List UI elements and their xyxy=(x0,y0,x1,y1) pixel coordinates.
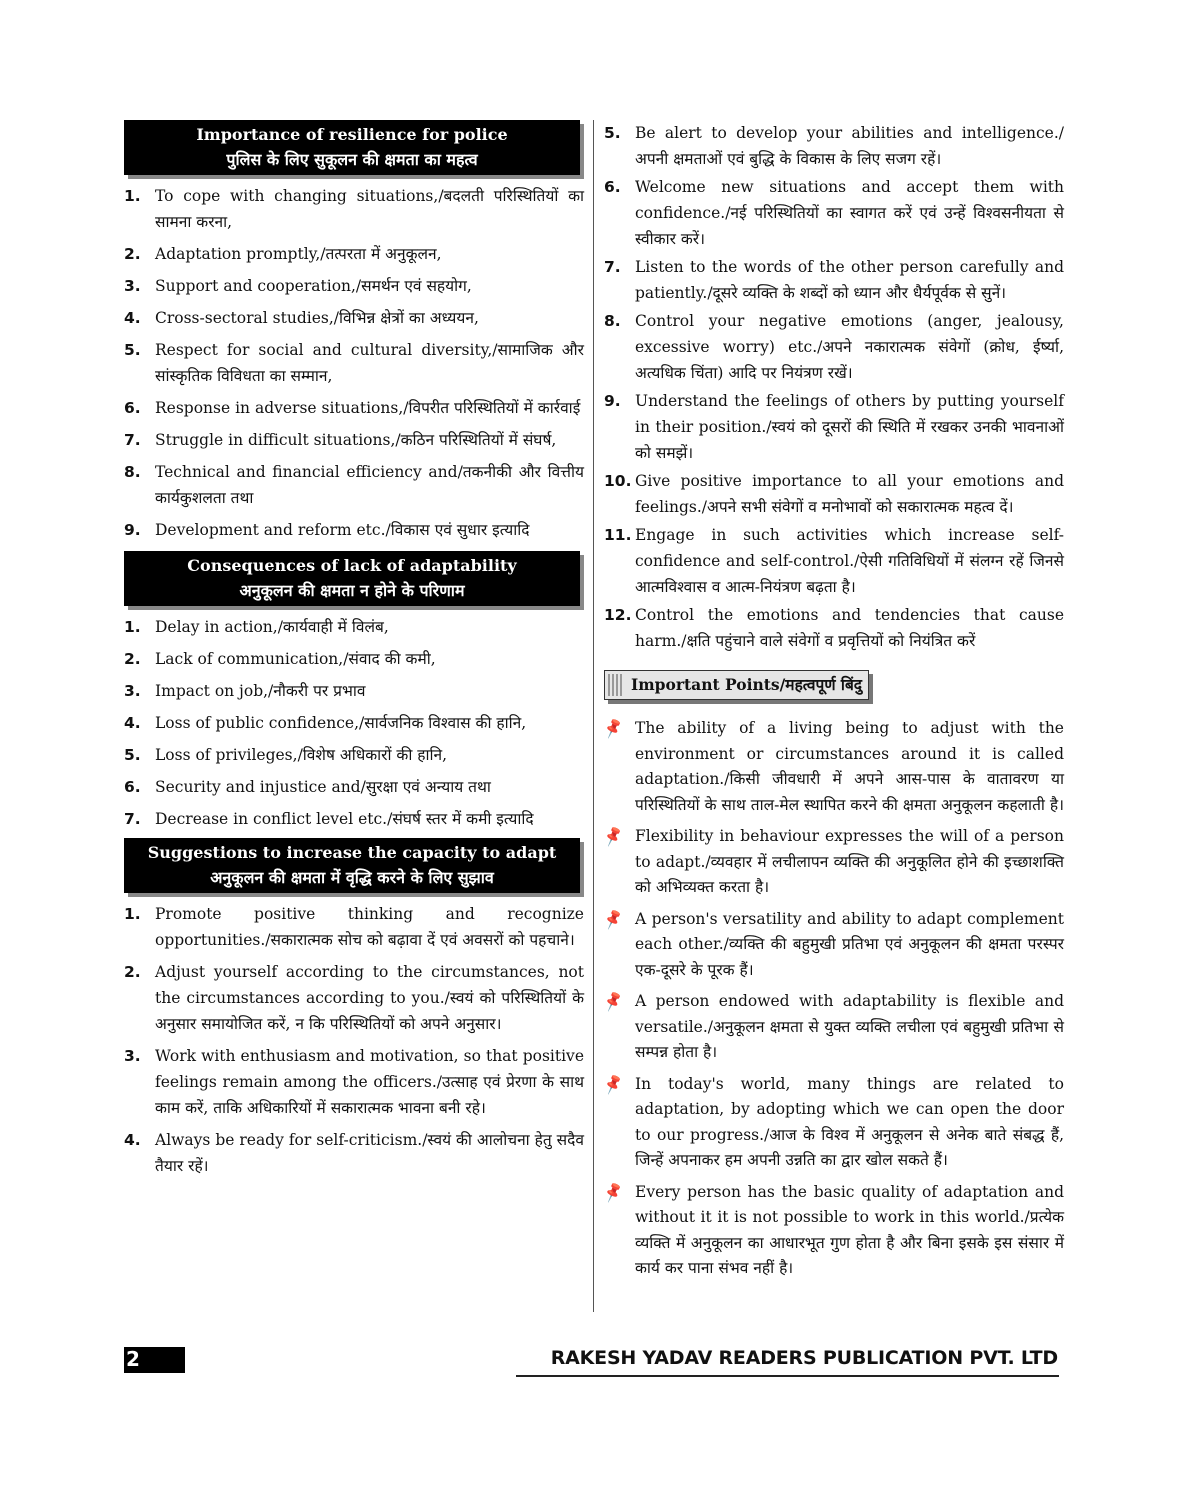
stripe-decoration xyxy=(608,674,624,696)
item-text: Loss of public confidence,/सार्वजनिक विश्वास की हानि, xyxy=(155,714,527,732)
list-item xyxy=(604,602,1064,654)
point-text: In today's world, many things are related to adaptation, by adopting which we can open the door to our progress./आज के विश्व में अनुकूलन से अनेक बाते संबद्ध हैं, जिन्हें अपनाकर हम अपनी उन्नति का द्वार खोल सकते हैं। xyxy=(635,1074,1064,1169)
resilience-list xyxy=(124,183,584,543)
item-text: Control the emotions and tendencies that cause harm./क्षति पहुंचाने वाले संवेगों व प्रवृत्तियों को नियंत्रित करें xyxy=(635,606,1064,650)
footer-rule xyxy=(516,1375,1059,1377)
pushpin-icon: 📌 xyxy=(601,906,625,931)
item-text: Support and cooperation,/समर्थन एवं सहयोग, xyxy=(155,277,472,295)
item-text: Struggle in difficult situations,/कठिन परिस्थितियों में संघर्ष, xyxy=(155,431,557,449)
section-title-en: Consequences of lack of adaptability xyxy=(187,556,517,575)
list-item xyxy=(124,710,584,736)
left-column xyxy=(124,120,584,1185)
list-item xyxy=(604,468,1064,520)
pushpin-icon: 📌 xyxy=(601,989,625,1013)
list-item xyxy=(604,522,1064,600)
item-text: Decrease in conflict level etc./संघर्ष स्तर में कमी इत्यादि xyxy=(155,810,534,828)
item-number: 7. xyxy=(124,431,141,449)
item-text: Adaptation promptly,/तत्परता में अनुकूलन, xyxy=(155,245,442,263)
section-header-suggestions xyxy=(124,838,580,893)
point-text: A person endowed with adaptability is flexible and versatile./अनुकूलन क्षमता से युक्त व्यक्ति लचीला एवं बहुमुखी प्रतिभा से सम्पन्न होता है। xyxy=(635,992,1064,1061)
item-text: Work with enthusiasm and motivation, so that positive feelings remain among the officers./उत्साह एवं प्रेरणा के साथ काम करें, ताकि अधिकारियों में सकारात्मक भावना बनी रहे। xyxy=(155,1047,584,1117)
item-text: Be alert to develop your abilities and intelligence./ अपनी क्षमताओं एवं बुद्धि के विकास के लिए सजग रहें। xyxy=(635,124,1064,168)
item-number: 3. xyxy=(124,1047,141,1065)
list-item xyxy=(124,427,584,453)
list-item xyxy=(124,517,584,543)
list-item xyxy=(124,305,584,331)
item-text: Always be ready for self-criticism./स्वयं की आलोचना हेतु सदैव तैयार रहें। xyxy=(155,1131,584,1175)
item-number: 7. xyxy=(604,258,621,276)
section-header-resilience xyxy=(124,120,580,175)
list-item xyxy=(604,388,1064,466)
item-text: Response in adverse situations,/विपरीत परिस्थितियों में कार्रवाई xyxy=(155,399,581,417)
list-item xyxy=(604,174,1064,252)
list-item xyxy=(124,183,584,235)
item-number: 11. xyxy=(604,526,632,544)
item-text: Control your negative emotions (anger, jealousy, excessive worry) etc./अपने नकारात्मक संवेगों (क्रोध, ईर्ष्या, अत्यधिक चिंता) आदि पर नियंत्रण रखें। xyxy=(635,312,1064,382)
list-item xyxy=(601,989,1064,1066)
pushpin-icon: 📌 xyxy=(601,716,625,740)
section-title-en: Importance of resilience for police xyxy=(196,125,508,144)
item-text: Impact on job,/नौकरी पर प्रभाव xyxy=(155,682,366,700)
suggestions-list xyxy=(124,901,584,1179)
item-number: 5. xyxy=(124,341,141,359)
publisher-name: RAKESH YADAV READERS PUBLICATION PVT. LTD xyxy=(550,1347,1058,1369)
item-number: 3. xyxy=(124,682,141,700)
item-number: 1. xyxy=(124,618,141,636)
item-number: 8. xyxy=(604,312,621,330)
item-number: 2. xyxy=(124,650,141,668)
list-item xyxy=(124,459,584,511)
item-number: 2. xyxy=(124,963,141,981)
item-number: 12. xyxy=(604,606,632,624)
pushpin-icon: 📌 xyxy=(601,1071,625,1096)
item-text: Development and reform etc./विकास एवं सुधार इत्यादि xyxy=(155,521,530,539)
item-number: 2. xyxy=(124,245,141,263)
list-item xyxy=(124,1127,584,1179)
item-text: Adjust yourself according to the circumstances, not the circumstances according to you./स्वयं को परिस्थितियों के अनुसार समायोजित करें, न कि परिस्थितियों को अपने अनुसार। xyxy=(155,963,584,1033)
item-text: Understand the feelings of others by putting yourself in their position./स्वयं को दूसरों की स्थिति में रखकर उनकी भावनाओं को समझें। xyxy=(635,392,1064,462)
list-item xyxy=(124,395,584,421)
item-number: 8. xyxy=(124,463,141,481)
point-text: A person's versatility and ability to adapt complement each other./व्यक्ति की बहुमुखी प्रतिभा एवं अनुकूलन की क्षमता परस्पर एक-दूसरे के पूरक हैं। xyxy=(635,909,1064,979)
point-text: Every person has the basic quality of adaptation and without it it is not possible to work in this world./प्रत्येक व्यक्ति में अनुकूलन का आधारभूत गुण होता है और बिना इसके इस संसार में कार्य कर पाना संभव नहीं है। xyxy=(635,1182,1064,1277)
important-points-list xyxy=(601,716,1064,1282)
item-text: Security and injustice and/सुरक्षा एवं अन्याय तथा xyxy=(155,778,491,796)
section-title-hi: पुलिस के लिए सुकूलन की क्षमता का महत्व xyxy=(226,150,478,169)
list-item xyxy=(124,273,584,299)
list-item xyxy=(601,1179,1064,1282)
list-item xyxy=(124,337,584,389)
list-item xyxy=(124,742,584,768)
item-number: 1. xyxy=(124,905,141,923)
list-item xyxy=(601,824,1064,901)
important-points-heading xyxy=(604,670,869,700)
item-text: Respect for social and cultural diversity,/सामाजिक और सांस्कृतिक विविधता का सम्मान, xyxy=(155,341,584,385)
list-item xyxy=(604,254,1064,306)
list-item xyxy=(124,646,584,672)
list-item xyxy=(601,716,1064,818)
item-number: 7. xyxy=(124,810,141,828)
item-text: Delay in action,/कार्यवाही में विलंब, xyxy=(155,618,389,636)
section-title-en: Suggestions to increase the capacity to adapt xyxy=(147,843,557,862)
list-item xyxy=(124,774,584,800)
item-number: 3. xyxy=(124,277,141,295)
list-item xyxy=(601,1071,1064,1174)
item-text: Listen to the words of the other person carefully and patiently./दूसरे व्यक्ति के शब्दों को ध्यान और धैर्यपूर्वक से सुनें। xyxy=(635,258,1064,302)
item-text: Technical and financial efficiency and/तकनीकी और वित्तीय कार्यकुशलता तथा xyxy=(155,463,584,507)
item-number: 10. xyxy=(604,472,632,490)
list-item xyxy=(124,1043,584,1121)
pushpin-icon: 📌 xyxy=(601,1179,625,1204)
item-number: 6. xyxy=(124,399,141,417)
consequences-list xyxy=(124,614,584,832)
item-number: 5. xyxy=(604,124,621,142)
item-text: Loss of privileges,/विशेष अधिकारों की हानि, xyxy=(155,746,448,764)
item-number: 5. xyxy=(124,746,141,764)
list-item xyxy=(124,901,584,953)
list-item xyxy=(124,806,584,832)
list-item xyxy=(124,241,584,267)
right-column xyxy=(601,120,1064,1288)
item-number: 6. xyxy=(604,178,621,196)
item-number: 6. xyxy=(124,778,141,796)
item-text: Cross-sectoral studies,/विभिन्न क्षेत्रों का अध्ययन, xyxy=(155,309,479,327)
list-item xyxy=(604,120,1064,172)
suggestions-list-continued xyxy=(604,120,1064,654)
item-number: 1. xyxy=(124,187,141,205)
item-text: To cope with changing situations,/बदलती परिस्थितियों का सामना करना, xyxy=(155,187,584,231)
section-title-hi: अनुकूलन की क्षमता न होने के परिणाम xyxy=(239,581,465,600)
item-text: Engage in such activities which increase self-confidence and self-control./ऐसी गतिविधियों में संलग्न रहें जिनसे आत्मविश्वास व आत्म-नियंत्रण बढ़ता है। xyxy=(635,526,1064,596)
item-text: Give positive importance to all your emotions and feelings./अपने सभी संवेगों व मनोभावों को सकारात्मक महत्व दें। xyxy=(635,472,1064,516)
list-item xyxy=(601,906,1064,984)
item-number: 4. xyxy=(124,714,141,732)
pushpin-icon: 📌 xyxy=(601,824,625,848)
page-number: 2 xyxy=(126,1347,140,1371)
item-text: Promote positive thinking and recognize opportunities./सकारात्मक सोच को बढ़ावा दें एवं अवसरों को पहचाने। xyxy=(155,905,584,949)
list-item xyxy=(124,678,584,704)
item-number: 4. xyxy=(124,1131,141,1149)
section-header-consequences xyxy=(124,551,580,606)
list-item xyxy=(604,308,1064,386)
list-item xyxy=(124,959,584,1037)
item-text: Lack of communication,/संवाद की कमी, xyxy=(155,650,436,668)
item-number: 9. xyxy=(604,392,621,410)
point-text: Flexibility in behaviour expresses the will of a person to adapt./व्यवहार में लचीलापन व्यक्ति की अनुकूलित होने की इच्छाशक्ति को अभिव्यक्त करता है। xyxy=(635,827,1064,896)
important-points-label: Important Points/महत्वपूर्ण बिंदु xyxy=(631,675,863,694)
item-number: 4. xyxy=(124,309,141,327)
item-number: 9. xyxy=(124,521,141,539)
section-title-hi: अनुकूलन की क्षमता में वृद्धि करने के लिए सुझाव xyxy=(210,868,494,887)
list-item xyxy=(124,614,584,640)
point-text: The ability of a living being to adjust with the environment or circumstances around it is called adaptation./किसी जीवधारी में अपने आस-पास के वातावरण या परिस्थितियों के साथ ताल-मेल स्थापित करने की क्षमता अनुकूलन कहलाती है। xyxy=(635,719,1064,814)
column-divider xyxy=(593,120,594,1312)
item-text: Welcome new situations and accept them with confidence./नई परिस्थितियों का स्वागत करें एवं उन्हें विश्वसनीयता से स्वीकार करें। xyxy=(635,178,1064,248)
